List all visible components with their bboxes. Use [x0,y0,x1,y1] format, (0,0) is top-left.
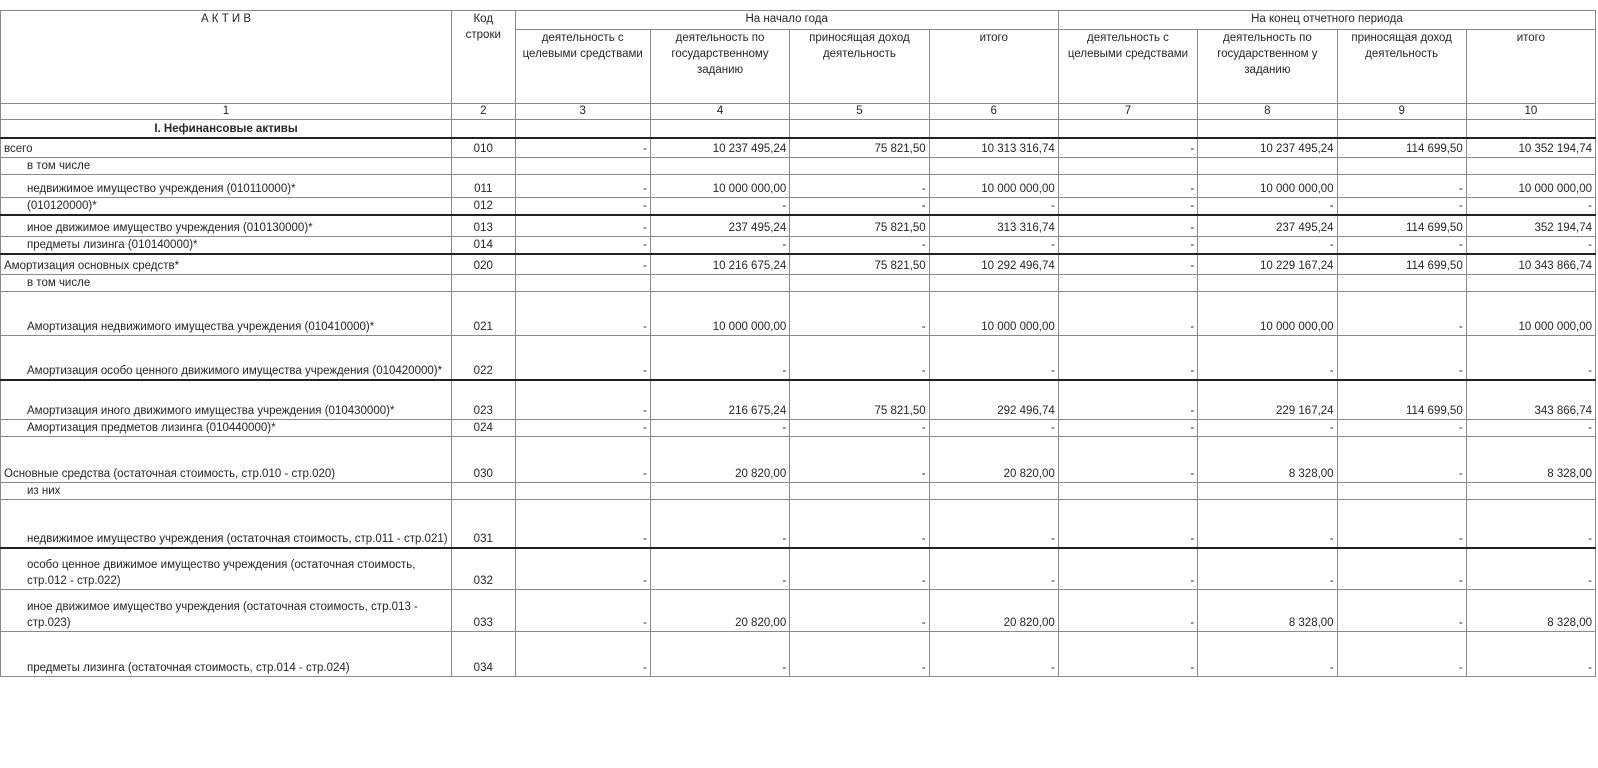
table-row [1,380,1596,420]
table-row [1,138,1596,158]
row-value [929,275,1058,292]
row-value [1058,275,1197,292]
row-value [515,483,650,500]
row-value: 20 820,00 [650,437,789,483]
row-value: 8 328,00 [1198,437,1337,483]
col-number: 5 [790,104,929,120]
row-value: - [1198,236,1337,254]
row-value: - [1337,420,1466,437]
row-label: (010120000)* [1,198,452,216]
row-label: иное движимое имущество учреждения (010130000)* [1,215,452,236]
row-label: в том числе [1,158,452,175]
row-value [1198,483,1337,500]
row-value: - [650,198,789,216]
row-value: - [515,198,650,216]
row-value: 313 316,74 [929,215,1058,236]
row-value [790,483,929,500]
row-label: предметы лизинга (010140000)* [1,236,452,254]
row-value: - [1058,380,1197,420]
row-value: - [650,336,789,380]
row-value: 10 000 000,00 [1466,292,1595,336]
row-label: Амортизация иного движимого имущества учреждения (010430000)* [1,380,452,420]
row-value: 292 496,74 [929,380,1058,420]
col-number: 10 [1466,104,1595,120]
row-value: - [929,420,1058,437]
row-code: 011 [452,175,516,198]
row-code: 023 [452,380,516,420]
row-value: 10 000 000,00 [929,292,1058,336]
row-value: 114 699,50 [1337,254,1466,275]
row-value: 10 352 194,74 [1466,138,1595,158]
row-value: - [1058,292,1197,336]
row-value: - [929,198,1058,216]
row-value: - [929,632,1058,677]
row-value: - [650,632,789,677]
col-number: 1 [1,104,452,120]
column-numbers-row [1,104,1596,120]
row-code [452,483,516,500]
row-value: - [515,420,650,437]
row-value: - [790,500,929,548]
row-value: 10 000 000,00 [650,292,789,336]
header-aktiv: А К Т И В [1,11,452,104]
row-value: 237 495,24 [1198,215,1337,236]
row-value [929,158,1058,175]
row-value: - [1058,336,1197,380]
row-value [929,120,1058,138]
row-value: - [515,590,650,632]
table-row [1,198,1596,216]
row-value: 10 000 000,00 [1198,292,1337,336]
row-code: 031 [452,500,516,548]
row-value: 20 820,00 [650,590,789,632]
row-value [1058,158,1197,175]
row-code: 021 [452,292,516,336]
row-label: Амортизация предметов лизинга (010440000)* [1,420,452,437]
row-value: - [515,548,650,590]
table-row [1,437,1596,483]
row-value: - [515,292,650,336]
row-value: 10 000 000,00 [1198,175,1337,198]
row-value: - [790,420,929,437]
row-value: - [790,336,929,380]
row-value: - [1058,420,1197,437]
row-value: - [1466,336,1595,380]
col-number: 2 [452,104,516,120]
row-value: - [929,236,1058,254]
row-value: - [1337,590,1466,632]
row-value: 114 699,50 [1337,215,1466,236]
row-label: Основные средства (остаточная стоимость, стр.010 - стр.020) [1,437,452,483]
row-value: 10 237 495,24 [650,138,789,158]
row-value [1466,275,1595,292]
table-row [1,236,1596,254]
table-row [1,158,1596,175]
assets-table [0,10,1596,677]
balance-sheet [0,10,1596,677]
row-value: - [929,500,1058,548]
row-value: 10 000 000,00 [1466,175,1595,198]
row-value: - [515,336,650,380]
row-label: I. Нефинансовые активы [1,120,452,138]
header-end-state-task: деятельность по государственном у заданию [1198,30,1337,104]
row-value: - [790,590,929,632]
row-value: 10 000 000,00 [650,175,789,198]
row-value [1466,120,1595,138]
table-row [1,254,1596,275]
row-value [790,158,929,175]
row-label: иное движимое имущество учреждения (остаточная стоимость, стр.013 - стр.023) [1,590,452,632]
row-value: - [1337,292,1466,336]
row-value: 75 821,50 [790,254,929,275]
row-value [515,158,650,175]
table-row [1,120,1596,138]
row-value: - [515,175,650,198]
row-value: - [1337,336,1466,380]
row-value: - [1337,548,1466,590]
row-value: - [1058,632,1197,677]
row-value: - [650,236,789,254]
row-value: - [650,548,789,590]
row-value: 10 216 675,24 [650,254,789,275]
table-row [1,590,1596,632]
row-value [1466,483,1595,500]
row-value: - [790,632,929,677]
row-value [650,158,789,175]
row-value: 343 866,74 [1466,380,1595,420]
row-value: - [1337,437,1466,483]
row-value: - [790,236,929,254]
row-value: 75 821,50 [790,138,929,158]
row-label: в том числе [1,275,452,292]
row-value: - [1198,632,1337,677]
row-value: 8 328,00 [1466,590,1595,632]
row-value: - [515,380,650,420]
row-value: 10 313 316,74 [929,138,1058,158]
row-code [452,120,516,138]
row-value: - [650,500,789,548]
row-label: предметы лизинга (остаточная стоимость, стр.014 - стр.024) [1,632,452,677]
row-code: 012 [452,198,516,216]
row-value: - [1058,500,1197,548]
row-value: 114 699,50 [1337,380,1466,420]
row-value [1198,275,1337,292]
header-start-income: приносящая доход деятельность [790,30,929,104]
table-row [1,336,1596,380]
row-value: 114 699,50 [1337,138,1466,158]
row-value: - [1337,632,1466,677]
row-value: - [1058,236,1197,254]
row-value [790,275,929,292]
table-body [1,104,1596,677]
row-value: - [1198,548,1337,590]
col-number: 3 [515,104,650,120]
row-value: - [1337,175,1466,198]
row-value: - [1198,420,1337,437]
header-start-targeted: деятельность с целевыми средствами [515,30,650,104]
header-code: Код строки [452,11,516,104]
row-value: - [1198,336,1337,380]
row-value: - [1466,198,1595,216]
table-row [1,292,1596,336]
col-number: 8 [1198,104,1337,120]
row-value [1198,158,1337,175]
row-value: 20 820,00 [929,590,1058,632]
col-number: 4 [650,104,789,120]
row-value: - [790,437,929,483]
row-value [1337,275,1466,292]
row-value: 10 237 495,24 [1198,138,1337,158]
row-value [1466,158,1595,175]
row-value: - [1337,198,1466,216]
col-number: 6 [929,104,1058,120]
row-value: - [515,215,650,236]
table-row [1,175,1596,198]
row-value: 237 495,24 [650,215,789,236]
row-value: 75 821,50 [790,380,929,420]
header-end-targeted: деятельность с целевыми средствами [1058,30,1197,104]
row-value: - [790,292,929,336]
row-value: - [1337,500,1466,548]
row-label: особо ценное движимое имущество учреждения (остаточная стоимость, стр.012 - стр.022) [1,548,452,590]
row-value [1337,483,1466,500]
header-end-group: На конец отчетного периода [1058,11,1595,30]
table-row [1,275,1596,292]
row-value: 20 820,00 [929,437,1058,483]
row-value [650,275,789,292]
row-value: 10 229 167,24 [1198,254,1337,275]
row-value: - [515,437,650,483]
row-value: - [1058,198,1197,216]
row-label: всего [1,138,452,158]
row-value: - [515,500,650,548]
row-label: из них [1,483,452,500]
row-value: 8 328,00 [1466,437,1595,483]
row-value: - [1058,215,1197,236]
row-label: Амортизация особо ценного движимого имущества учреждения (010420000)* [1,336,452,380]
col-number: 9 [1337,104,1466,120]
row-value: - [1337,236,1466,254]
row-label: недвижимое имущество учреждения (остаточная стоимость, стр.011 - стр.021) [1,500,452,548]
row-code: 032 [452,548,516,590]
row-value [929,483,1058,500]
row-value: - [515,236,650,254]
row-value [650,120,789,138]
row-value [515,120,650,138]
row-value: - [1058,175,1197,198]
row-value: - [790,548,929,590]
row-code [452,275,516,292]
row-code: 013 [452,215,516,236]
row-value: - [1058,548,1197,590]
row-value [1337,120,1466,138]
row-label: Амортизация недвижимого имущества учреждения (010410000)* [1,292,452,336]
row-code: 014 [452,236,516,254]
row-value: 75 821,50 [790,215,929,236]
row-value: - [1198,198,1337,216]
row-value: - [515,138,650,158]
header-start-total: итого [929,30,1058,104]
row-value: - [515,632,650,677]
row-value [790,120,929,138]
header-start-group: На начало года [515,11,1058,30]
header-end-income: приносящая доход деятельность [1337,30,1466,104]
table-row [1,483,1596,500]
col-number: 7 [1058,104,1197,120]
row-value: - [1058,590,1197,632]
row-code: 024 [452,420,516,437]
row-value: - [1058,437,1197,483]
row-label: Амортизация основных средств* [1,254,452,275]
row-value: - [790,175,929,198]
row-value: 216 675,24 [650,380,789,420]
row-value [1337,158,1466,175]
row-value: - [790,198,929,216]
row-value: - [1198,500,1337,548]
row-value: 229 167,24 [1198,380,1337,420]
row-code: 022 [452,336,516,380]
row-value: 8 328,00 [1198,590,1337,632]
row-value [1058,120,1197,138]
row-value [1058,483,1197,500]
row-code: 030 [452,437,516,483]
table-row [1,632,1596,677]
table-row [1,548,1596,590]
row-value: - [515,254,650,275]
row-value: - [1466,500,1595,548]
row-value: 352 194,74 [1466,215,1595,236]
row-code: 033 [452,590,516,632]
row-value: - [1466,236,1595,254]
row-value: - [929,336,1058,380]
row-label: недвижимое имущество учреждения (010110000)* [1,175,452,198]
row-code: 034 [452,632,516,677]
row-code [452,158,516,175]
row-value: 10 292 496,74 [929,254,1058,275]
row-code: 020 [452,254,516,275]
row-value: - [929,548,1058,590]
table-row [1,420,1596,437]
table-row [1,500,1596,548]
row-value: - [1058,254,1197,275]
row-value: - [1058,138,1197,158]
table-row [1,215,1596,236]
row-value: - [1466,632,1595,677]
row-value: 10 343 866,74 [1466,254,1595,275]
row-value: 10 000 000,00 [929,175,1058,198]
row-code: 010 [452,138,516,158]
row-value: - [650,420,789,437]
header-end-total: итого [1466,30,1595,104]
header-start-state-task: деятельность по государственному заданию [650,30,789,104]
row-value [515,275,650,292]
row-value [1198,120,1337,138]
row-value: - [1466,548,1595,590]
row-value: - [1466,420,1595,437]
row-value [650,483,789,500]
